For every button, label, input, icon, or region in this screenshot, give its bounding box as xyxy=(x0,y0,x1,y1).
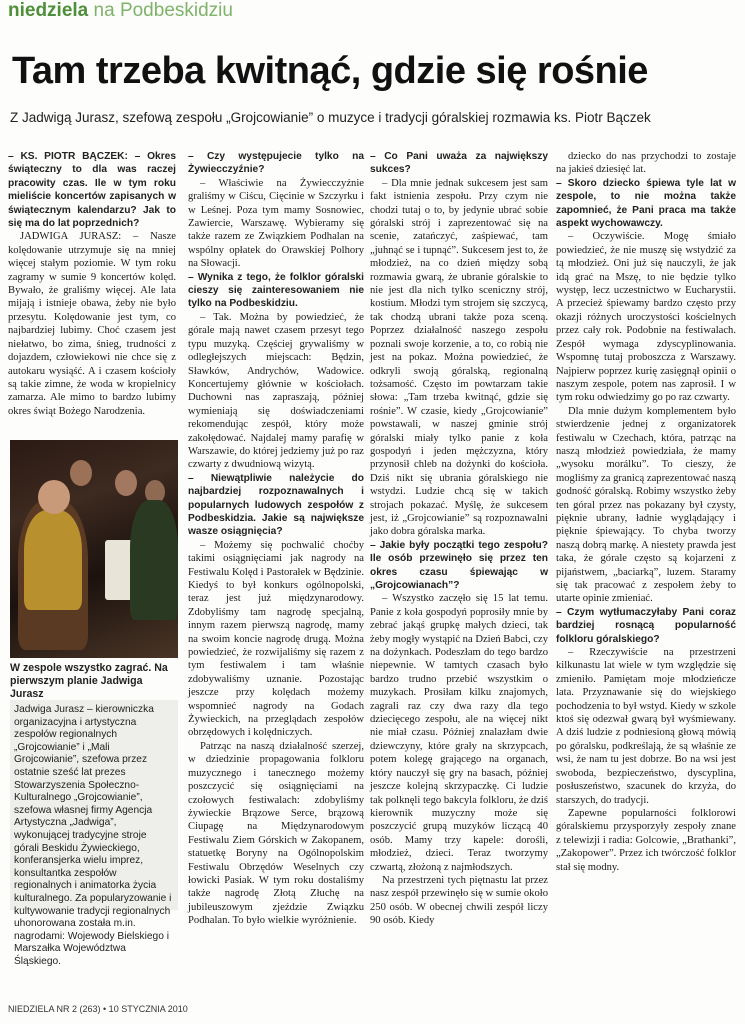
interview-question: – Niewątpliwie należycie do najbardziej rozpoznawalnych i popularnych ludowych zespołów z Podbeskidzia. Jakie są największe wasze osiągnięcia? xyxy=(188,472,364,539)
interview-answer: – Rzeczywiście na przestrzeni kilkunastu lat wiele w tym względzie się zmieniło. Pamiętam moje młodzieńcze lata. Przyznawanie się do wiejskiego pochodzenia to był wstyd. Kiedy w szkole ktoś się odezwał gwarą był wyśmiewany. A dziś ludzie z podniesioną głową mówią po góralsku, podkreślają, że są właśnie ze wsi, że nam tu jest dobrze. Bo na wsi jest swoboda, bezpieczeństwo, dyscyplina, posłuszeństwo, szacunek do krzyża, do starszych, do tradycji. xyxy=(556,647,736,806)
photo-figure-face xyxy=(38,480,70,514)
interview-answer: Dla mnie dużym komplementem było stwierdzenie jednej z organizatorek festiwalu w Czechach, która, patrząc na naszą młodzież powiedziała, że mamy „wysoku morálku”. To cieszy, że mogliśmy za granicą zaprezentować naszą godność góralską. Robimy wszystko żeby ten góral przez nas pokazany był czysty, pięknie ubrany, ładnie wyglądający i pięknie śpiewający. To chyba tworzy naszą dobrą markę. A niestety prawda jest taka, że górale często są kojarzeni z pijaństwem, „baciarką”, luzem. Staramy się tak pracować z zespołem żeby to utarte opinie zmieniać. xyxy=(556,405,737,605)
interview-question: – KS. PIOTR BĄCZEK: – Okres świąteczny to dla was raczej pracowity czas. Ile w tym roku mieliście koncertów zapisanych w świątecznym kalendarzu? Jak to się ma do lat poprzednich? xyxy=(8,150,176,230)
interview-answer: Na przestrzeni tych piętnastu lat przez nasz zespół przewinęło się w sumie około 250 osób. W obecnej chwili zespół liczy 90 osób. Kiedy xyxy=(370,874,548,927)
bio-box xyxy=(10,700,178,967)
interview-answer: – Tak. Można by powiedzieć, że górale mają nawet czasem przesyt tego typu muzyką. Częściej grywaliśmy w odległejszych miejscach: Będzin, Sławków, Andrychów, Wadowice. Koncertujemy głównie w kościołach. Duchowni nas zapraszają, później wymieniają się doświadczeniami rekomendując zespół, który może zakołędować. Najdalej mamy parafię w Warszawie, do której jedziemy już po raz czwarty z dwudniową wizytą. xyxy=(188,311,364,471)
masthead-subtitle: na Podbeskidziu xyxy=(93,0,233,21)
interview-answer: Zapewne popularności folklorowi góralskiemu przysporzyły zespoły znane z telewizji i radia: Golcowie, „Brathanki”, „Zakopower”. Przez ich twórczość folklor stał się modny. xyxy=(556,807,736,873)
interview-answer: JADWIGA JURASZ: – Nasze kolędowanie utrzymuje się na mniej więcej stałym poziomie. W tym roku zagramy w sumie 9 koncertów kolęd. Bywało, że graliśmy więcej. Ale lata mijają i istnieje obawa, żeby nie było przesytu. Kolędowanie jest tym, co najbardziej lubimy. Choć czasem jest niełatwo, bo zima, śnieg, trudności z dojazdem, człowiekowi nie chce się z autokaru wysiąść. A i czasem kościoły są takie zimne, że woda w kropielnicy zamarza. Ale mimo to bardzo lubimy okres świąt Bożego Narodzenia. xyxy=(8,231,176,417)
interview-answer: – Oczywiście. Mogę śmiało powiedzieć, że nie muszę się wstydzić za tą młodzież. Oni już się nauczyli, że jak idą grać na Mszę, to nie będzie tylko występ, lecz uczestnictwo w Eucharystii. A przecież śpiewamy bardzo często przy okazji różnych uroczystości kościelnych przez cały rok. Podobnie na festiwalach. Zespół wymaga zdyscyplinowania. Wspomnę tutaj proboszcza z Warszawy. Najpierw poprzez kurię zasięgnął opinii o naszym zespole, potem nas zaprosił. I w tym roku odwiedzimy go po raz czwarty. xyxy=(556,231,736,404)
interview-answer: dziecko do nas przychodzi to zostaje na jakieś dziesięć lat. xyxy=(556,151,736,176)
column-1 xyxy=(8,150,176,433)
photo-background-face xyxy=(115,470,137,496)
interview-question: – Czy występujecie tylko na Żywiecczyźnie? xyxy=(188,150,364,177)
page-footer: NIEDZIELA NR 2 (263) • 10 STYCZNIA 2010 xyxy=(8,1004,188,1014)
interview-question: – Czym wytłumaczyłaby Pani coraz bardziej rosnącą popularność folkloru góralskiego? xyxy=(556,606,736,646)
interview-answer: – Właściwie na Żywiecczyźnie graliśmy w Ciścu, Cięcinie w Szczyrku i w Leśnej. Poza tym mamy Sosnowiec, Zawiercie, Warszawę. Wybieramy się także razem ze Związkiem Podhalan na wspólny opłatek do Orawskiej Polhory na Słowacji. xyxy=(188,177,364,270)
ensemble-photo xyxy=(10,440,178,658)
photo-figure-vest xyxy=(24,510,82,610)
masthead xyxy=(8,0,233,26)
interview-question: – Co Pani uważa za największy sukces? xyxy=(370,150,548,177)
interview-answer: Patrząc na naszą działalność szerzej, w dziedzinie propagowania folkloru muzycznego i tanecznego możemy poszczycić się osiągnięciami na czołowych festiwalach: zdobyliśmy żywieckie Brązowe Serce, brązową Ciupagę na Międzynarodowym Festiwalu Ziem Górskich w Zakopanem, statuetkę Boryny na Ogólnopolskim Festiwalu Obrzędów Weselnych czy łowicki Pasiak. W tym roku dostaliśmy także nagrodę Złotą Złuchę na jubileuszowym zjeździe Związku Podhalan. To było wielkie wyróżnienie. xyxy=(188,740,364,927)
article-headline: Tam trzeba kwitnąć, gdzie się rośnie xyxy=(12,50,648,92)
masthead-title: niedziela xyxy=(8,0,89,21)
article-lead: Z Jadwigą Jurasz, szefową zespołu „Grojcowianie” o muzyce i tradycji góralskiej rozmawia ks. Piotr Bączek xyxy=(10,110,651,125)
column-2 xyxy=(188,150,364,1000)
interview-question: – Jakie były początki tego zespołu? Ile osób przewinęło się przez ten okres czasu śpiewając w „Grojcowianach”? xyxy=(370,539,548,593)
photo-background-face xyxy=(70,460,92,486)
photo-caption: W zespole wszystko zagrać. Na pierwszym planie Jadwiga Jurasz xyxy=(10,662,168,700)
column-4 xyxy=(556,150,736,1000)
column-3 xyxy=(370,150,548,1000)
interview-question: – Wynika z tego, że folklor góralski cieszy się zainteresowaniem nie tylko na Podbeskidziu. xyxy=(188,271,364,311)
interview-question: – Skoro dziecko śpiewa tyle lat w zespole, to nie można także zapomnieć, że Pani praca ma także aspekt wychowawczy. xyxy=(556,177,736,231)
photo-background-figure xyxy=(130,500,178,620)
interview-answer: – Wszystko zaczęło się 15 lat temu. Panie z koła gospodyń poprosiły mnie by zebrać jakąś grupkę małych dzieci, tak żeby mogły wystąpić na Dzień Babci, czy na dożynkach. Podeszłam do tego bardzo niepewnie. W tamtych czasach było bardzo trudno przebić wszystkim o muzykach. Prosiłam kilku znajomych, zagrali raz czy dwa razy dla tego dziecięcego zespołu, ale na więcej nikt nie miał czasu. Później znalazłam dwie dziewczyny, które grały na skrzypcach, potem kolegę grającego na organach, który nauczył się gry na basach, później jeszcze kolejną skrzypaczkę. Ci ludzie tak polknęli tego bakcyla folkloru, że dziś kierownik muzyczny może się poszczycić grupą muzyków liczącą 40 osób. Mamy trzy kapele: dorośli, młodzież, dzieci. Teraz tworzymy czwartą, złożoną z najmłodszych. xyxy=(370,593,548,873)
bio-text: Jadwiga Jurasz – kierowniczka organizacyjna i artystyczna zespołów regionalnych „Grojcowianie” i „Mali Grojcowianie”, szefowa przez ostatnie sześć lat prezes Stowarzyszenia Społeczno-Kulturalnego „Grojcowianie”, szefowa własnej firmy Agencja Artystyczna „Jadwiga”, wykonującej tradycyjne stroje górali Beskidu Żywieckiego, konferansjerka wielu imprez, konsultantka zespołów regionalnych i animatorka życia kulturalnego. Za popularyzowanie i kultywowanie tradycji regionalnych uhonorowana została m.in. nagrodami: Wojewody Bielskiego i Marszałka Województwa Śląskiego. xyxy=(14,704,172,967)
interview-answer: – Dla mnie jednak sukcesem jest sam fakt istnienia zespołu. Przy czym nie chodzi tutaj o to, by jedynie ubrać sobie góralski strój i zaprezentować się na scenie, zatańczyć, zaśpiewać, tam „juhnąć se i tupnąć”. Sukcesem jest to, że młodzież, na co dzień między sobą rozmawia gwarą, że ubranie góralskie to nie jest dla nich tylko sceniczny strój, kostium. Młodzi tym strojem się szczycą, tak chodzą ubrani także poza sceną. Poprzez działalność naszego zespołu poznali swoje korzenie, a to, co robią nie jest na pokaz. Można powiedzieć, że odkryli swoją góralską, regionalną tożsamość. Często im powtarzam takie słowa: „Tam trzeba kwitnąć, gdzie się rośnie”. W czasie, kiedy „Grojcowianie” powstawali, w naszej gminie strój góralski miały tylko panie z koła gospodyń i jeden mężczyzna, który przynosił chleb na dożynki do kościoła. Dziś nikt się ubrania góralskiego nie wstydzi. Ludzie chcą się w takich strojach pokazać. Myślę, że sukcesem jest, iż „Grojcowianie” są rozpoznawalni jako dobra góralska marka. xyxy=(370,177,548,538)
interview-answer: – Możemy się pochwalić choćby takimi osiągnięciami jak nagrody na Festiwalu Kolęd i Pastorałek w Będzinie. Kiedyś to był konkurs ogólnopolski, teraz jest już międzynarodowy. Zdobyliśmy tam nagrodę specjalną, innym razem pierwszą nagrodę, mamy na swoim koncie nagrodę drugą. Można powiedzieć, że rozwijaliśmy się razem z tym festiwalem i tam właśnie zdobywaliśmy uznanie. Pozostając jeszcze przy kolędach możemy wspomnieć nagrody na Godach Żywieckich, na przeglądach zespołów obrzędowych i kolędniczych. xyxy=(188,539,364,739)
